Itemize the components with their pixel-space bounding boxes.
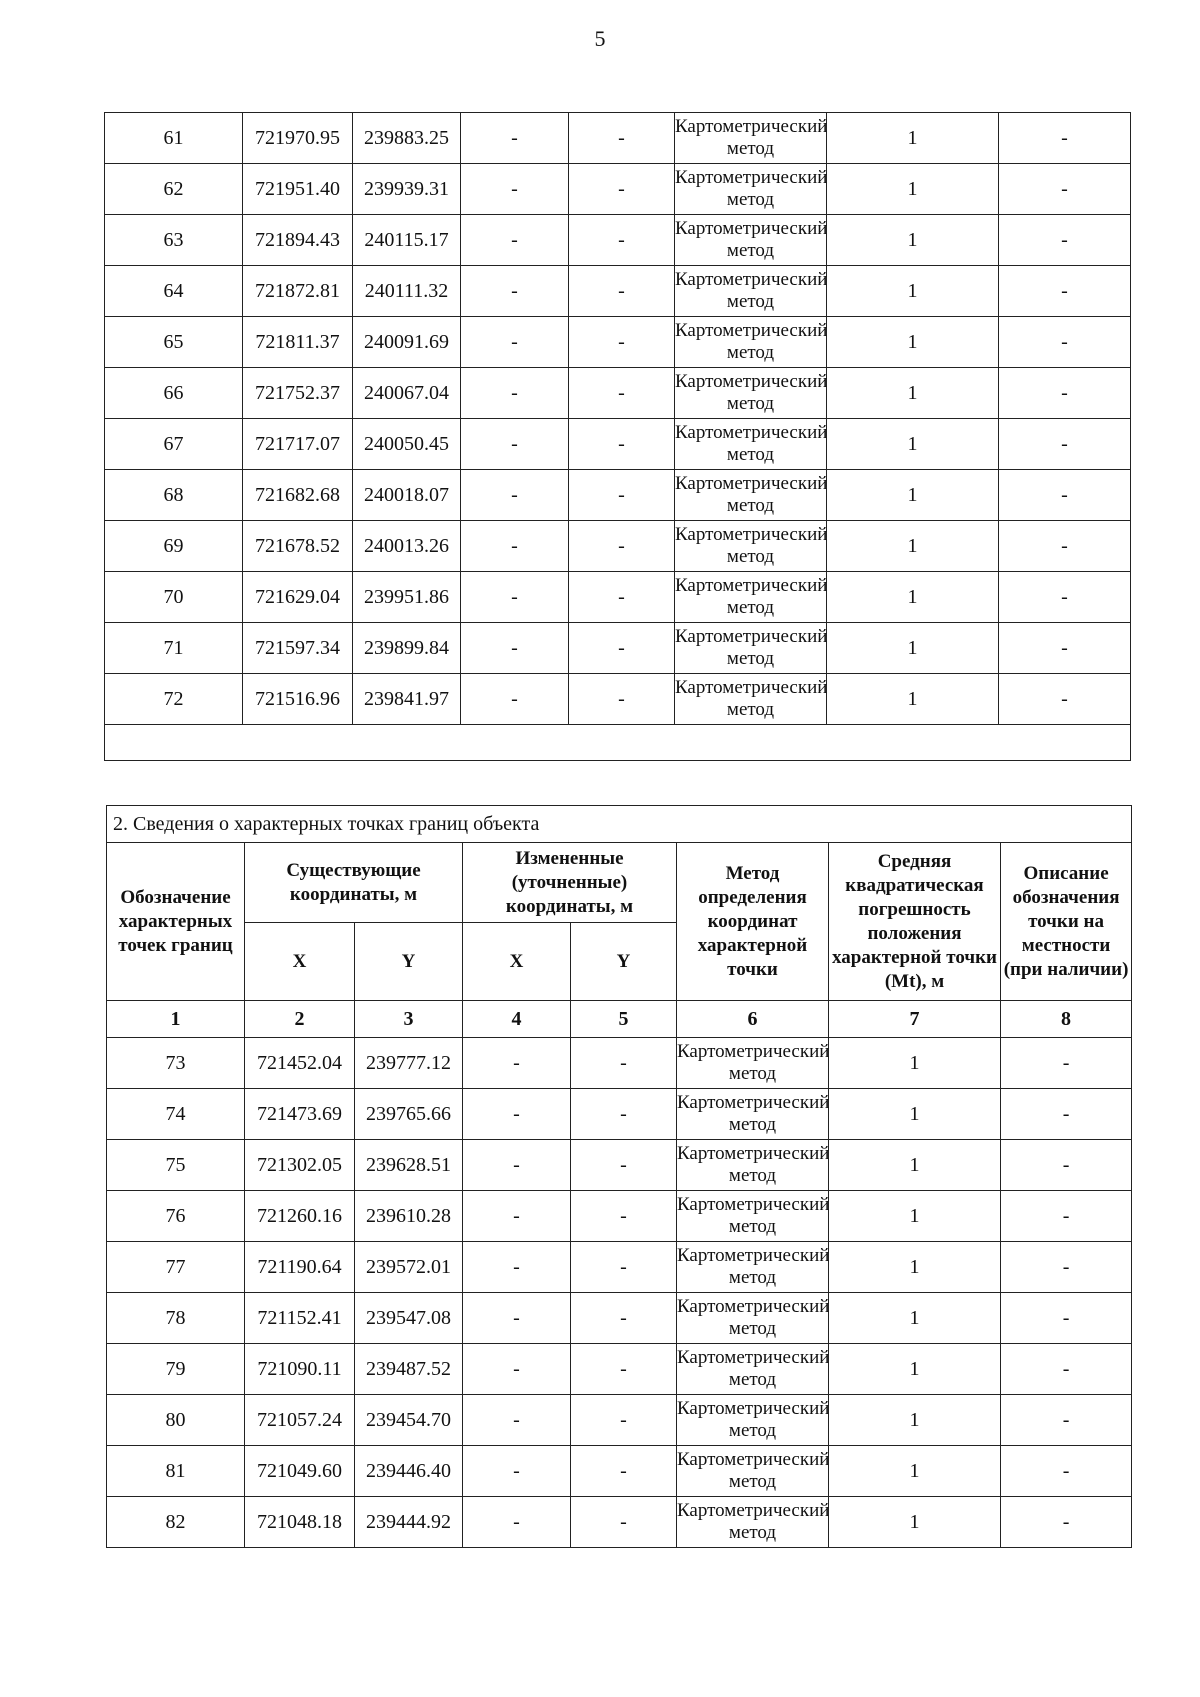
cell-error: 1 bbox=[827, 266, 999, 317]
cell-existing-x: 721970.95 bbox=[243, 113, 353, 164]
cell-point-number: 76 bbox=[107, 1191, 245, 1242]
cell-changed-x: - bbox=[461, 317, 569, 368]
cell-method: Картометрический метод bbox=[675, 266, 827, 317]
cell-existing-y: 239572.01 bbox=[355, 1242, 463, 1293]
cell-description: - bbox=[1001, 1446, 1132, 1497]
table-row bbox=[105, 623, 1131, 674]
cell-changed-y: - bbox=[571, 1191, 677, 1242]
cell-method: Картометрический метод bbox=[677, 1497, 829, 1548]
cell-method: Картометрический метод bbox=[677, 1038, 829, 1089]
table-row bbox=[105, 317, 1131, 368]
cell-changed-y: - bbox=[571, 1038, 677, 1089]
cell-point-number: 62 bbox=[105, 164, 243, 215]
cell-existing-y: 239610.28 bbox=[355, 1191, 463, 1242]
cell-changed-x: - bbox=[463, 1344, 571, 1395]
cell-changed-y: - bbox=[569, 470, 675, 521]
cell-existing-y: 239628.51 bbox=[355, 1140, 463, 1191]
points-table-body bbox=[107, 1038, 1132, 1548]
header-existing-x: X bbox=[245, 923, 355, 1001]
cell-description: - bbox=[999, 572, 1131, 623]
cell-error: 1 bbox=[827, 317, 999, 368]
table-row bbox=[107, 1089, 1132, 1140]
cell-description: - bbox=[999, 113, 1131, 164]
cell-method: Картометрический метод bbox=[677, 1191, 829, 1242]
column-number: 5 bbox=[571, 1001, 677, 1038]
cell-point-number: 64 bbox=[105, 266, 243, 317]
table-row bbox=[107, 1140, 1132, 1191]
column-number: 4 bbox=[463, 1001, 571, 1038]
header-existing-y: Y bbox=[355, 923, 463, 1001]
cell-point-number: 70 bbox=[105, 572, 243, 623]
table-row bbox=[105, 266, 1131, 317]
cell-existing-x: 721260.16 bbox=[245, 1191, 355, 1242]
empty-row bbox=[105, 725, 1131, 761]
cell-point-number: 66 bbox=[105, 368, 243, 419]
cell-method: Картометрический метод bbox=[677, 1242, 829, 1293]
cell-point-number: 72 bbox=[105, 674, 243, 725]
cell-changed-y: - bbox=[569, 215, 675, 266]
cell-changed-y: - bbox=[571, 1497, 677, 1548]
cell-changed-y: - bbox=[571, 1395, 677, 1446]
points-table-section-2 bbox=[106, 805, 1132, 1548]
cell-existing-x: 721049.60 bbox=[245, 1446, 355, 1497]
cell-point-number: 74 bbox=[107, 1089, 245, 1140]
cell-changed-y: - bbox=[569, 572, 675, 623]
cell-changed-x: - bbox=[461, 368, 569, 419]
cell-changed-y: - bbox=[569, 623, 675, 674]
column-number: 2 bbox=[245, 1001, 355, 1038]
cell-point-number: 69 bbox=[105, 521, 243, 572]
column-number: 8 bbox=[1001, 1001, 1132, 1038]
cell-point-number: 63 bbox=[105, 215, 243, 266]
cell-changed-y: - bbox=[571, 1140, 677, 1191]
table-row bbox=[107, 1293, 1132, 1344]
cell-error: 1 bbox=[827, 419, 999, 470]
cell-point-number: 65 bbox=[105, 317, 243, 368]
cell-changed-y: - bbox=[569, 674, 675, 725]
cell-existing-y: 239487.52 bbox=[355, 1344, 463, 1395]
cell-changed-x: - bbox=[461, 113, 569, 164]
header-existing-coordinates: Существующие координаты, м bbox=[245, 843, 463, 923]
header-changed-coordinates: Измененные (уточненные) координаты, м bbox=[463, 843, 677, 923]
cell-error: 1 bbox=[829, 1089, 1001, 1140]
cell-changed-x: - bbox=[461, 674, 569, 725]
cell-existing-x: 721717.07 bbox=[243, 419, 353, 470]
cell-changed-x: - bbox=[461, 215, 569, 266]
cell-existing-y: 239841.97 bbox=[353, 674, 461, 725]
cell-existing-y: 240018.07 bbox=[353, 470, 461, 521]
cell-existing-x: 721811.37 bbox=[243, 317, 353, 368]
cell-existing-y: 240091.69 bbox=[353, 317, 461, 368]
cell-point-number: 82 bbox=[107, 1497, 245, 1548]
cell-error: 1 bbox=[827, 215, 999, 266]
header-changed-x: X bbox=[463, 923, 571, 1001]
cell-description: - bbox=[999, 470, 1131, 521]
cell-method: Картометрический метод bbox=[677, 1446, 829, 1497]
cell-existing-x: 721302.05 bbox=[245, 1140, 355, 1191]
cell-existing-x: 721516.96 bbox=[243, 674, 353, 725]
cell-existing-y: 239899.84 bbox=[353, 623, 461, 674]
cell-description: - bbox=[999, 266, 1131, 317]
cell-description: - bbox=[1001, 1395, 1132, 1446]
cell-changed-x: - bbox=[463, 1497, 571, 1548]
cell-description: - bbox=[999, 215, 1131, 266]
cell-changed-x: - bbox=[461, 266, 569, 317]
table-row bbox=[105, 368, 1131, 419]
cell-existing-y: 239444.92 bbox=[355, 1497, 463, 1548]
cell-description: - bbox=[1001, 1497, 1132, 1548]
cell-error: 1 bbox=[827, 470, 999, 521]
cell-existing-y: 240013.26 bbox=[353, 521, 461, 572]
table-row bbox=[107, 1446, 1132, 1497]
cell-existing-y: 240050.45 bbox=[353, 419, 461, 470]
header-error: Средняя квадратическая погрешность положения характерной точки (Mt), м bbox=[829, 843, 1001, 1001]
cell-changed-y: - bbox=[571, 1446, 677, 1497]
cell-existing-x: 721152.41 bbox=[245, 1293, 355, 1344]
header-designation: Обозначение характерных точек границ bbox=[107, 843, 245, 1001]
table-row bbox=[107, 1344, 1132, 1395]
header-method: Метод определения координат характерной точки bbox=[677, 843, 829, 1001]
page-number: 5 bbox=[594, 26, 606, 51]
cell-error: 1 bbox=[829, 1191, 1001, 1242]
column-number: 7 bbox=[829, 1001, 1001, 1038]
cell-point-number: 77 bbox=[107, 1242, 245, 1293]
cell-existing-x: 721752.37 bbox=[243, 368, 353, 419]
table-row bbox=[107, 1497, 1132, 1548]
table-row bbox=[105, 419, 1131, 470]
cell-description: - bbox=[999, 164, 1131, 215]
section-title: 2. Сведения о характерных точках границ объекта bbox=[107, 806, 1132, 843]
cell-point-number: 67 bbox=[105, 419, 243, 470]
cell-description: - bbox=[999, 623, 1131, 674]
cell-existing-x: 721597.34 bbox=[243, 623, 353, 674]
table-row bbox=[107, 1038, 1132, 1089]
cell-method: Картометрический метод bbox=[675, 215, 827, 266]
cell-changed-y: - bbox=[569, 419, 675, 470]
table-row bbox=[105, 215, 1131, 266]
cell-point-number: 71 bbox=[105, 623, 243, 674]
cell-method: Картометрический метод bbox=[677, 1344, 829, 1395]
cell-point-number: 68 bbox=[105, 470, 243, 521]
cell-changed-y: - bbox=[571, 1089, 677, 1140]
cell-description: - bbox=[999, 521, 1131, 572]
cell-changed-x: - bbox=[461, 572, 569, 623]
points-table-body bbox=[105, 113, 1131, 761]
cell-method: Картометрический метод bbox=[675, 674, 827, 725]
cell-existing-y: 239777.12 bbox=[355, 1038, 463, 1089]
cell-method: Картометрический метод bbox=[675, 470, 827, 521]
cell-changed-x: - bbox=[463, 1446, 571, 1497]
table-row bbox=[105, 113, 1131, 164]
cell-changed-x: - bbox=[461, 164, 569, 215]
cell-changed-x: - bbox=[461, 419, 569, 470]
cell-error: 1 bbox=[827, 521, 999, 572]
cell-method: Картометрический метод bbox=[675, 623, 827, 674]
cell-existing-x: 721090.11 bbox=[245, 1344, 355, 1395]
cell-description: - bbox=[999, 419, 1131, 470]
cell-error: 1 bbox=[827, 674, 999, 725]
cell-description: - bbox=[1001, 1242, 1132, 1293]
cell-description: - bbox=[999, 317, 1131, 368]
cell-method: Картометрический метод bbox=[677, 1140, 829, 1191]
cell-changed-x: - bbox=[463, 1038, 571, 1089]
cell-changed-x: - bbox=[463, 1089, 571, 1140]
table-row bbox=[105, 521, 1131, 572]
cell-method: Картометрический метод bbox=[677, 1395, 829, 1446]
cell-point-number: 79 bbox=[107, 1344, 245, 1395]
cell-changed-x: - bbox=[463, 1191, 571, 1242]
table-row bbox=[107, 1191, 1132, 1242]
cell-changed-y: - bbox=[569, 521, 675, 572]
cell-error: 1 bbox=[829, 1242, 1001, 1293]
cell-existing-x: 721629.04 bbox=[243, 572, 353, 623]
cell-changed-x: - bbox=[463, 1293, 571, 1344]
table-row bbox=[107, 1242, 1132, 1293]
cell-existing-y: 239765.66 bbox=[355, 1089, 463, 1140]
cell-error: 1 bbox=[829, 1395, 1001, 1446]
cell-error: 1 bbox=[829, 1140, 1001, 1191]
cell-changed-x: - bbox=[461, 470, 569, 521]
cell-method: Картометрический метод bbox=[675, 164, 827, 215]
cell-point-number: 75 bbox=[107, 1140, 245, 1191]
cell-point-number: 78 bbox=[107, 1293, 245, 1344]
cell-error: 1 bbox=[829, 1344, 1001, 1395]
cell-method: Картометрический метод bbox=[675, 521, 827, 572]
cell-error: 1 bbox=[827, 164, 999, 215]
cell-method: Картометрический метод bbox=[675, 572, 827, 623]
header-changed-y: Y bbox=[571, 923, 677, 1001]
cell-point-number: 73 bbox=[107, 1038, 245, 1089]
cell-changed-x: - bbox=[461, 623, 569, 674]
cell-existing-y: 239951.86 bbox=[353, 572, 461, 623]
cell-existing-x: 721473.69 bbox=[245, 1089, 355, 1140]
cell-changed-x: - bbox=[463, 1242, 571, 1293]
cell-error: 1 bbox=[827, 623, 999, 674]
cell-error: 1 bbox=[829, 1446, 1001, 1497]
table-row bbox=[107, 1395, 1132, 1446]
cell-description: - bbox=[1001, 1140, 1132, 1191]
header-description: Описание обозначения точки на местности (при наличии) bbox=[1001, 843, 1132, 1001]
cell-changed-y: - bbox=[571, 1344, 677, 1395]
cell-existing-x: 721894.43 bbox=[243, 215, 353, 266]
cell-description: - bbox=[999, 368, 1131, 419]
cell-method: Картометрический метод bbox=[677, 1293, 829, 1344]
cell-existing-y: 239883.25 bbox=[353, 113, 461, 164]
cell-existing-x: 721951.40 bbox=[243, 164, 353, 215]
cell-changed-x: - bbox=[463, 1395, 571, 1446]
cell-changed-y: - bbox=[569, 266, 675, 317]
cell-description: - bbox=[1001, 1293, 1132, 1344]
cell-description: - bbox=[1001, 1089, 1132, 1140]
cell-changed-x: - bbox=[461, 521, 569, 572]
cell-existing-y: 239446.40 bbox=[355, 1446, 463, 1497]
cell-existing-y: 239939.31 bbox=[353, 164, 461, 215]
cell-existing-x: 721682.68 bbox=[243, 470, 353, 521]
points-table-continued bbox=[104, 112, 1131, 761]
cell-description: - bbox=[1001, 1038, 1132, 1089]
table-row bbox=[105, 674, 1131, 725]
cell-existing-x: 721872.81 bbox=[243, 266, 353, 317]
cell-existing-x: 721452.04 bbox=[245, 1038, 355, 1089]
cell-point-number: 61 bbox=[105, 113, 243, 164]
cell-changed-y: - bbox=[571, 1242, 677, 1293]
cell-error: 1 bbox=[829, 1038, 1001, 1089]
cell-existing-x: 721048.18 bbox=[245, 1497, 355, 1548]
cell-error: 1 bbox=[829, 1497, 1001, 1548]
cell-existing-y: 240111.32 bbox=[353, 266, 461, 317]
column-number: 6 bbox=[677, 1001, 829, 1038]
cell-changed-y: - bbox=[569, 164, 675, 215]
cell-existing-y: 240115.17 bbox=[353, 215, 461, 266]
cell-existing-x: 721190.64 bbox=[245, 1242, 355, 1293]
cell-error: 1 bbox=[827, 113, 999, 164]
cell-description: - bbox=[1001, 1344, 1132, 1395]
cell-method: Картометрический метод bbox=[675, 113, 827, 164]
cell-method: Картометрический метод bbox=[677, 1089, 829, 1140]
cell-existing-x: 721678.52 bbox=[243, 521, 353, 572]
cell-description: - bbox=[1001, 1191, 1132, 1242]
cell-point-number: 80 bbox=[107, 1395, 245, 1446]
cell-description: - bbox=[999, 674, 1131, 725]
cell-method: Картометрический метод bbox=[675, 368, 827, 419]
column-number: 3 bbox=[355, 1001, 463, 1038]
cell-error: 1 bbox=[827, 368, 999, 419]
cell-error: 1 bbox=[829, 1293, 1001, 1344]
cell-method: Картометрический метод bbox=[675, 317, 827, 368]
cell-changed-x: - bbox=[463, 1140, 571, 1191]
cell-point-number: 81 bbox=[107, 1446, 245, 1497]
table-row bbox=[105, 470, 1131, 521]
cell-method: Картометрический метод bbox=[675, 419, 827, 470]
cell-changed-y: - bbox=[571, 1293, 677, 1344]
cell-changed-y: - bbox=[569, 368, 675, 419]
empty-cell bbox=[105, 725, 1131, 761]
table-row bbox=[105, 164, 1131, 215]
cell-changed-y: - bbox=[569, 113, 675, 164]
cell-existing-y: 240067.04 bbox=[353, 368, 461, 419]
table-row bbox=[105, 572, 1131, 623]
cell-existing-y: 239547.08 bbox=[355, 1293, 463, 1344]
cell-existing-y: 239454.70 bbox=[355, 1395, 463, 1446]
cell-changed-y: - bbox=[569, 317, 675, 368]
cell-error: 1 bbox=[827, 572, 999, 623]
cell-existing-x: 721057.24 bbox=[245, 1395, 355, 1446]
column-number: 1 bbox=[107, 1001, 245, 1038]
